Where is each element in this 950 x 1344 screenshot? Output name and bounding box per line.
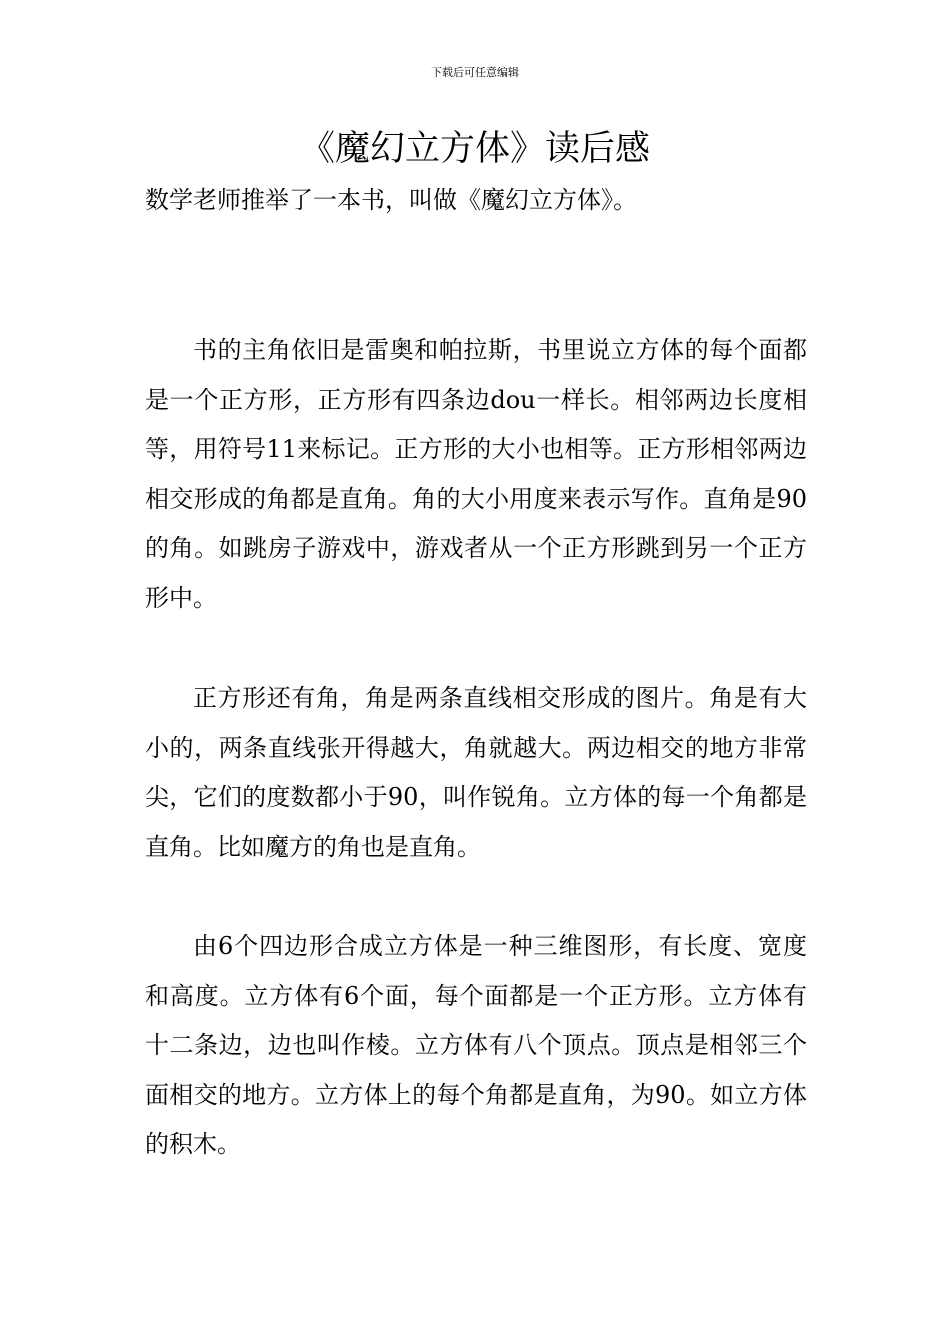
document-body bbox=[145, 178, 807, 1158]
document-title: 《魔幻立方体》读后感 bbox=[299, 129, 650, 169]
page-header-note: 下载后可任意编辑 bbox=[431, 66, 519, 79]
paragraph-2: 正方形还有角，角是两条直线相交形成的图片。角是有大小的，两条直线张开得越大，角就越大。两边相交的地方非常尖，它们的度数都小于90，叫作锐角。立方体的每一个角都是直角。比如魔方的角也是直角。 bbox=[145, 684, 807, 861]
intro-line: 数学老师推举了一本书，叫做《魔幻立方体》。 bbox=[145, 186, 637, 214]
paragraph-3: 由6个四边形合成立方体是一种三维图形，有长度、宽度和高度。立方体有6个面，每个面都是一个正方形。立方体有十二条边，边也叫作棱。立方体有八个顶点。顶点是相邻三个面相交的地方。立方体上的每个角都是直角，为90。如立方体的积木。 bbox=[145, 932, 807, 1158]
paragraph-1: 书的主角依旧是雷奥和帕拉斯，书里说立方体的每个面都是一个正方形，正方形有四条边dou一样长。相邻两边长度相等，用符号11来标记。正方形的大小也相等。正方形相邻两边相交形成的角都是直角。角的大小用度来表示写作。直角是90的角。如跳房子游戏中，游戏者从一个正方形跳到另一个正方形中。 bbox=[145, 336, 807, 612]
